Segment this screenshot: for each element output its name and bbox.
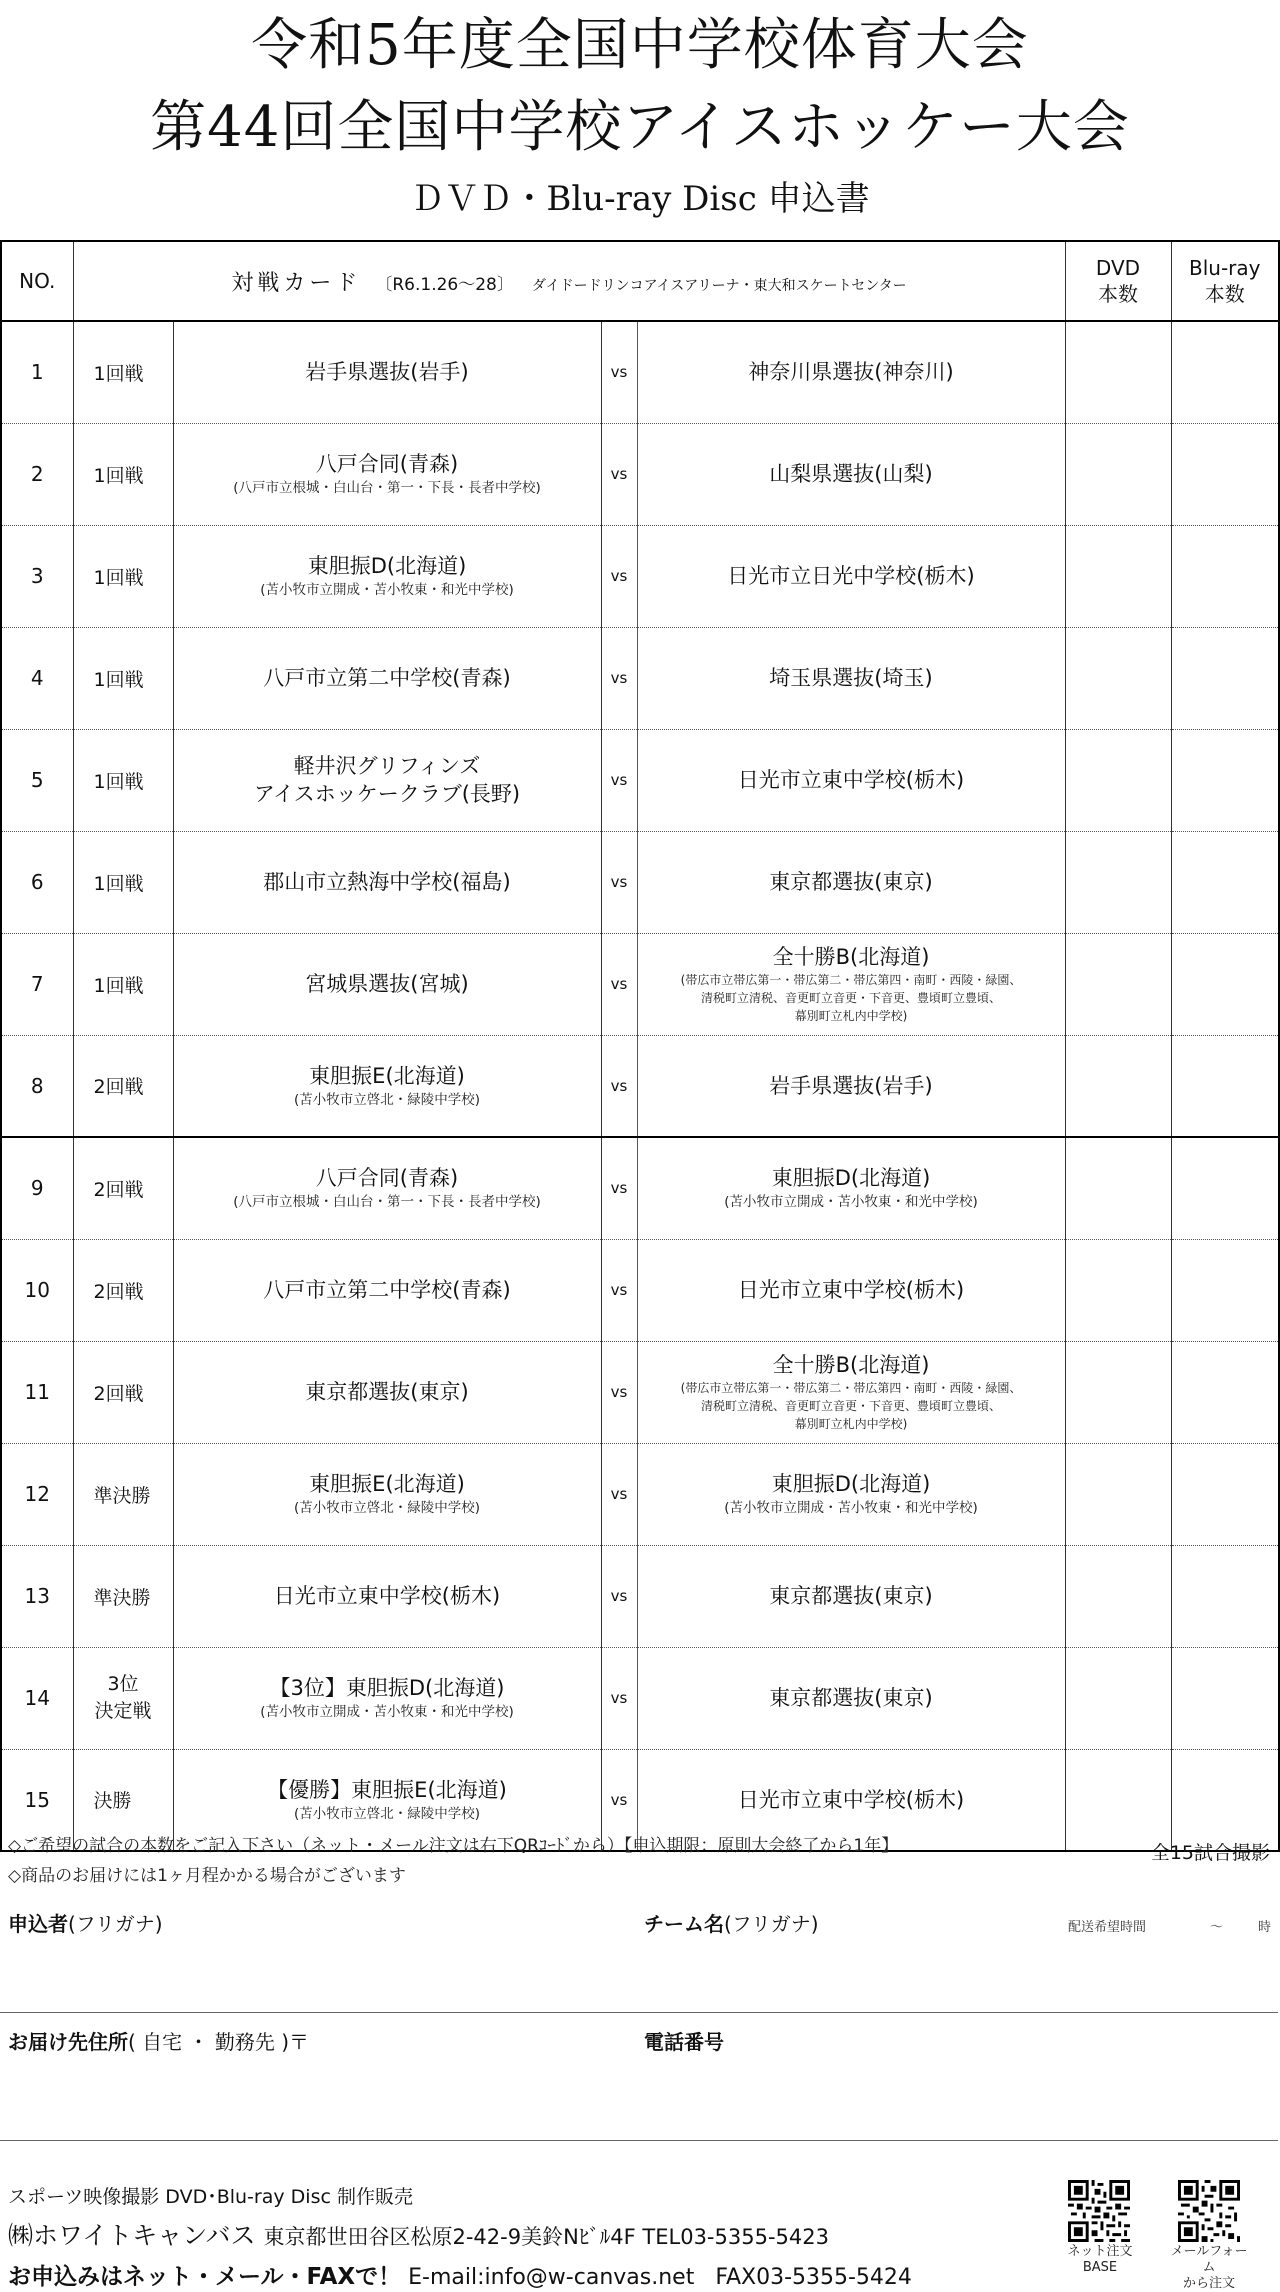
bluray-quantity-cell[interactable]	[1171, 729, 1279, 831]
title-line1: 令和5年度全国中学校体育大会	[251, 13, 1029, 78]
table-row	[1, 1137, 1279, 1239]
round-label: 1回戦	[93, 770, 144, 793]
team-b-name: 東京都選抜(東京)	[769, 870, 933, 894]
match-number: 12	[1, 1443, 73, 1545]
bluray-quantity-cell[interactable]	[1171, 1647, 1279, 1749]
team-b-cell	[637, 1137, 1065, 1239]
match-number: 9	[1, 1137, 73, 1239]
round-cell	[73, 1137, 173, 1239]
team-a-name: 【3位】東胆振D(北海道)	[269, 1676, 505, 1700]
dvd-quantity-cell[interactable]	[1065, 627, 1171, 729]
team-b-members: 幕別町立札内中学校)	[794, 1009, 908, 1023]
vs-label: vs	[601, 933, 637, 1035]
round-label: 1回戦	[93, 566, 144, 589]
header-card	[73, 241, 1065, 321]
dvd-quantity-cell[interactable]	[1065, 525, 1171, 627]
round-label: 1回戦	[93, 362, 144, 385]
bluray-quantity-cell[interactable]	[1171, 1239, 1279, 1341]
team-a-name: 軽井沢グリフィンズ	[293, 754, 481, 778]
qr-code-mailform-icon[interactable]	[1178, 2180, 1240, 2242]
team-label: チーム名(フリガナ)	[644, 1912, 819, 1936]
dvd-quantity-cell[interactable]	[1065, 1749, 1171, 1851]
team-a-name: 八戸合同(青森)	[315, 452, 459, 476]
team-a-cell	[173, 1035, 601, 1137]
round-label: 1回戦	[93, 668, 144, 691]
header-date: 〔R6.1.26〜28〕	[375, 274, 514, 295]
applicant-label: 申込者(フリガナ)	[8, 1912, 163, 1936]
round-cell	[73, 729, 173, 831]
vs-label: vs	[601, 1239, 637, 1341]
team-a-name-line2: アイスホッケークラブ(長野)	[253, 782, 521, 806]
team-b-members: 清税町立清税、音更町立音更・下音更、豊頃町立豊頃、	[700, 991, 1001, 1005]
table-row	[1, 729, 1279, 831]
table-row	[1, 321, 1279, 423]
team-a-cell	[173, 525, 601, 627]
bluray-quantity-cell[interactable]	[1171, 423, 1279, 525]
bluray-quantity-cell[interactable]	[1171, 1137, 1279, 1239]
qr-code-base-icon[interactable]	[1068, 2180, 1130, 2242]
match-number: 4	[1, 627, 73, 729]
footer-company: ㈱ホワイトキャンバス 東京都世田谷区松原2-42-9美鈴Nﾋﾞﾙ4F TEL03-5355-5423	[8, 2221, 829, 2250]
vs-label: vs	[601, 1035, 637, 1137]
round-label: 2回戦	[93, 1382, 144, 1405]
team-b-name: 全十勝B(北海道)	[772, 945, 930, 969]
match-number: 10	[1, 1239, 73, 1341]
team-a-cell	[173, 1545, 601, 1647]
team-a-name: 東胆振D(北海道)	[307, 554, 467, 578]
header-dvd: DVD 本数	[1065, 241, 1171, 321]
team-b-cell	[637, 1035, 1065, 1137]
round-cell	[73, 933, 173, 1035]
total-matches: 全15試合撮影	[1150, 1842, 1270, 1864]
team-a-name: 郡山市立熱海中学校(福島)	[263, 870, 511, 894]
match-number: 1	[1, 321, 73, 423]
table-row	[1, 1035, 1279, 1137]
team-a-members: (苫小牧市立啓北・緑陵中学校)	[293, 1500, 481, 1516]
team-b-members: (帯広市立帯広第一・帯広第二・帯広第四・南町・西陵・緑園、	[680, 973, 1022, 987]
team-a-name: 東胆振E(北海道)	[309, 1063, 465, 1088]
vs-label: vs	[601, 1647, 637, 1749]
team-b-name: 東胆振D(北海道)	[771, 1166, 931, 1191]
round-cell	[73, 627, 173, 729]
team-b-members: 幕別町立札内中学校)	[794, 1417, 908, 1431]
round-label: 決勝	[93, 1790, 132, 1813]
team-b-cell	[637, 831, 1065, 933]
vs-label: vs	[601, 423, 637, 525]
bluray-quantity-cell[interactable]	[1171, 1749, 1279, 1851]
round-label: 1回戦	[93, 464, 144, 487]
header-no: NO.	[1, 241, 73, 321]
match-number: 3	[1, 525, 73, 627]
match-number: 15	[1, 1749, 73, 1851]
vs-label: vs	[601, 831, 637, 933]
match-number: 7	[1, 933, 73, 1035]
table-row	[1, 933, 1279, 1035]
round-cell	[73, 525, 173, 627]
team-a-cell	[173, 1137, 601, 1239]
round-label: 1回戦	[93, 974, 144, 997]
team-a-name: 岩手県選抜(岩手)	[305, 360, 469, 385]
round-cell	[73, 831, 173, 933]
dvd-quantity-cell[interactable]	[1065, 1647, 1171, 1749]
team-a-name: 【優勝】東胆振E(北海道)	[267, 1777, 507, 1802]
team-b-cell	[637, 423, 1065, 525]
table-row	[1, 1545, 1279, 1647]
round-label: 2回戦	[93, 1076, 144, 1099]
table-row	[1, 423, 1279, 525]
round-cell	[73, 423, 173, 525]
dvd-quantity-cell[interactable]	[1065, 1341, 1171, 1443]
team-b-members: (苫小牧市立開成・苫小牧東・和光中学校)	[724, 1194, 978, 1211]
vs-label: vs	[601, 1341, 637, 1443]
round-cell	[73, 1035, 173, 1137]
vs-label: vs	[601, 729, 637, 831]
round-label: 3位	[107, 1673, 139, 1695]
team-b-cell	[637, 933, 1065, 1035]
delivery-time-hour: 時	[1258, 1920, 1272, 1935]
vs-label: vs	[601, 1545, 637, 1647]
team-b-cell	[637, 525, 1065, 627]
match-number: 11	[1, 1341, 73, 1443]
round-label: 準決勝	[93, 1484, 151, 1507]
team-b-cell	[637, 1341, 1065, 1443]
delivery-time-tilde: 〜	[1210, 1920, 1224, 1935]
note-line1: ◇ご希望の試合の本数をご記入下さい（ネット・メール注文は右下QRｺｰﾄﾞから）【申込期限：原則大会終了から1年】	[8, 1836, 899, 1856]
subtitle: ＤＶＤ・Blu-ray Disc 申込書	[410, 179, 870, 219]
table-row	[1, 627, 1279, 729]
round-label: 2回戦	[93, 1280, 144, 1303]
bluray-quantity-cell[interactable]	[1171, 1545, 1279, 1647]
table-row	[1, 831, 1279, 933]
qr-label-mailform: メールフォーム から注文	[1170, 2244, 1248, 2291]
bluray-quantity-cell[interactable]	[1171, 1341, 1279, 1443]
round-cell	[73, 321, 173, 423]
bluray-quantity-cell[interactable]	[1171, 933, 1279, 1035]
round-label: 1回戦	[93, 872, 144, 895]
team-a-cell	[173, 423, 601, 525]
team-a-cell	[173, 627, 601, 729]
dvd-quantity-cell[interactable]	[1065, 1137, 1171, 1239]
title-line2: 第44回全国中学校アイスホッケー大会	[150, 95, 1130, 160]
team-b-name: 埼玉県選抜(埼玉)	[769, 666, 933, 690]
table-header	[1, 241, 1279, 321]
round-label: 2回戦	[93, 1178, 144, 1201]
divider-2	[0, 2140, 1278, 2141]
round-cell	[73, 1443, 173, 1545]
note-line2: ◇商品のお届けには1ヶ月程かかる場合がございます	[8, 1866, 406, 1886]
table-row	[1, 1443, 1279, 1545]
table-row	[1, 1341, 1279, 1443]
team-a-name: 日光市立東中学校(栃木)	[273, 1584, 501, 1608]
table-row	[1, 525, 1279, 627]
vs-label: vs	[601, 627, 637, 729]
bluray-quantity-cell[interactable]	[1171, 627, 1279, 729]
dvd-quantity-cell[interactable]	[1065, 321, 1171, 423]
team-b-name: 岩手県選抜(岩手)	[769, 1073, 933, 1098]
round-label: 決定戦	[94, 1700, 152, 1722]
vs-label: vs	[601, 1443, 637, 1545]
team-a-cell	[173, 1647, 601, 1749]
team-a-members: (苫小牧市立啓北・緑陵中学校)	[293, 1091, 481, 1108]
table-row	[1, 1239, 1279, 1341]
team-b-name: 東胆振D(北海道)	[771, 1472, 931, 1496]
match-table	[0, 240, 1280, 1852]
team-a-cell	[173, 1443, 601, 1545]
team-b-cell	[637, 729, 1065, 831]
vs-label: vs	[601, 321, 637, 423]
team-b-members: (帯広市立帯広第一・帯広第二・帯広第四・南町・西陵・緑園、	[680, 1381, 1022, 1395]
dvd-quantity-cell[interactable]	[1065, 423, 1171, 525]
team-a-cell	[173, 1341, 601, 1443]
team-a-name: 八戸合同(青森)	[315, 1166, 459, 1191]
team-a-cell	[173, 933, 601, 1035]
dvd-quantity-cell[interactable]	[1065, 1035, 1171, 1137]
team-a-members: (八戸市立根城・白山台・第一・下長・長者中学校)	[233, 1194, 541, 1211]
team-b-cell	[637, 1443, 1065, 1545]
team-b-members: (苫小牧市立開成・苫小牧東・和光中学校)	[724, 1500, 978, 1516]
bluray-quantity-cell[interactable]	[1171, 321, 1279, 423]
team-b-name: 日光市立東中学校(栃木)	[737, 1787, 965, 1812]
round-cell	[73, 1239, 173, 1341]
team-a-cell	[173, 321, 601, 423]
team-b-members: 清税町立清税、音更町立音更・下音更、豊頃町立豊頃、	[700, 1399, 1001, 1413]
team-b-name: 日光市立東中学校(栃木)	[737, 768, 965, 792]
match-number: 8	[1, 1035, 73, 1137]
match-number: 14	[1, 1647, 73, 1749]
team-b-name: 東京都選抜(東京)	[769, 1686, 933, 1710]
team-b-name: 日光市立日光中学校(栃木)	[727, 564, 975, 588]
bluray-quantity-cell[interactable]	[1171, 831, 1279, 933]
vs-label: vs	[601, 525, 637, 627]
dvd-quantity-cell[interactable]	[1065, 1443, 1171, 1545]
dvd-quantity-cell[interactable]	[1065, 1239, 1171, 1341]
team-b-name: 東京都選抜(東京)	[769, 1584, 933, 1608]
dvd-quantity-cell[interactable]	[1065, 1545, 1171, 1647]
dvd-quantity-cell[interactable]	[1065, 831, 1171, 933]
team-b-name: 山梨県選抜(山梨)	[769, 462, 933, 486]
match-number: 5	[1, 729, 73, 831]
divider-1	[0, 2012, 1278, 2013]
header-bluray: Blu-ray 本数	[1171, 241, 1279, 321]
team-a-members: (苫小牧市立啓北・緑陵中学校)	[293, 1805, 481, 1822]
address-label: お届け先住所( 自宅 ・ 勤務先 )〒	[8, 2030, 310, 2054]
team-b-cell	[637, 627, 1065, 729]
footer-line1: スポーツ映像撮影 DVD･Blu-ray Disc 制作販売	[8, 2186, 413, 2208]
header-card-label: 対戦カード	[231, 270, 362, 296]
phone-label: 電話番号	[644, 2030, 724, 2054]
match-number: 6	[1, 831, 73, 933]
vs-label: vs	[601, 1137, 637, 1239]
team-a-members: (八戸市立根城・白山台・第一・下長・長者中学校)	[233, 480, 541, 496]
match-number: 13	[1, 1545, 73, 1647]
team-b-cell	[637, 1545, 1065, 1647]
bluray-quantity-cell[interactable]	[1171, 525, 1279, 627]
team-a-name: 八戸市立第二中学校(青森)	[263, 1278, 511, 1302]
round-label: 準決勝	[93, 1586, 151, 1609]
team-b-name: 日光市立東中学校(栃木)	[737, 1278, 965, 1302]
team-a-name: 八戸市立第二中学校(青森)	[263, 666, 511, 690]
round-cell	[73, 1545, 173, 1647]
team-b-cell	[637, 1239, 1065, 1341]
table-row	[1, 1647, 1279, 1749]
header-venue: ダイドードリンコアイスアリーナ・東大和スケートセンター	[531, 277, 907, 294]
vs-label: vs	[601, 1749, 637, 1851]
round-cell	[73, 1647, 173, 1749]
team-b-cell	[637, 321, 1065, 423]
team-a-cell	[173, 729, 601, 831]
footer-order: お申込みはネット・メール・FAXで！ E-mail:info@w-canvas.net FAX03-5355-5424	[8, 2264, 912, 2290]
match-number: 2	[1, 423, 73, 525]
team-a-members: (苫小牧市立開成・苫小牧東・和光中学校)	[260, 1704, 514, 1720]
team-a-members: (苫小牧市立開成・苫小牧東・和光中学校)	[260, 582, 514, 598]
team-a-name: 宮城県選抜(宮城)	[305, 972, 469, 996]
team-a-cell	[173, 831, 601, 933]
round-cell	[73, 1341, 173, 1443]
bluray-quantity-cell[interactable]	[1171, 1443, 1279, 1545]
team-a-name: 東胆振E(北海道)	[309, 1472, 465, 1496]
team-b-name: 神奈川県選抜(神奈川)	[748, 360, 954, 385]
team-b-cell	[637, 1647, 1065, 1749]
team-a-cell	[173, 1239, 601, 1341]
qr-label-base: ネット注文 BASE	[1067, 2244, 1133, 2275]
team-b-name: 全十勝B(北海道)	[772, 1353, 930, 1377]
dvd-quantity-cell[interactable]	[1065, 933, 1171, 1035]
bluray-quantity-cell[interactable]	[1171, 1035, 1279, 1137]
dvd-quantity-cell[interactable]	[1065, 729, 1171, 831]
team-a-name: 東京都選抜(東京)	[305, 1380, 469, 1404]
delivery-time-label: 配送希望時間	[1068, 1920, 1147, 1935]
